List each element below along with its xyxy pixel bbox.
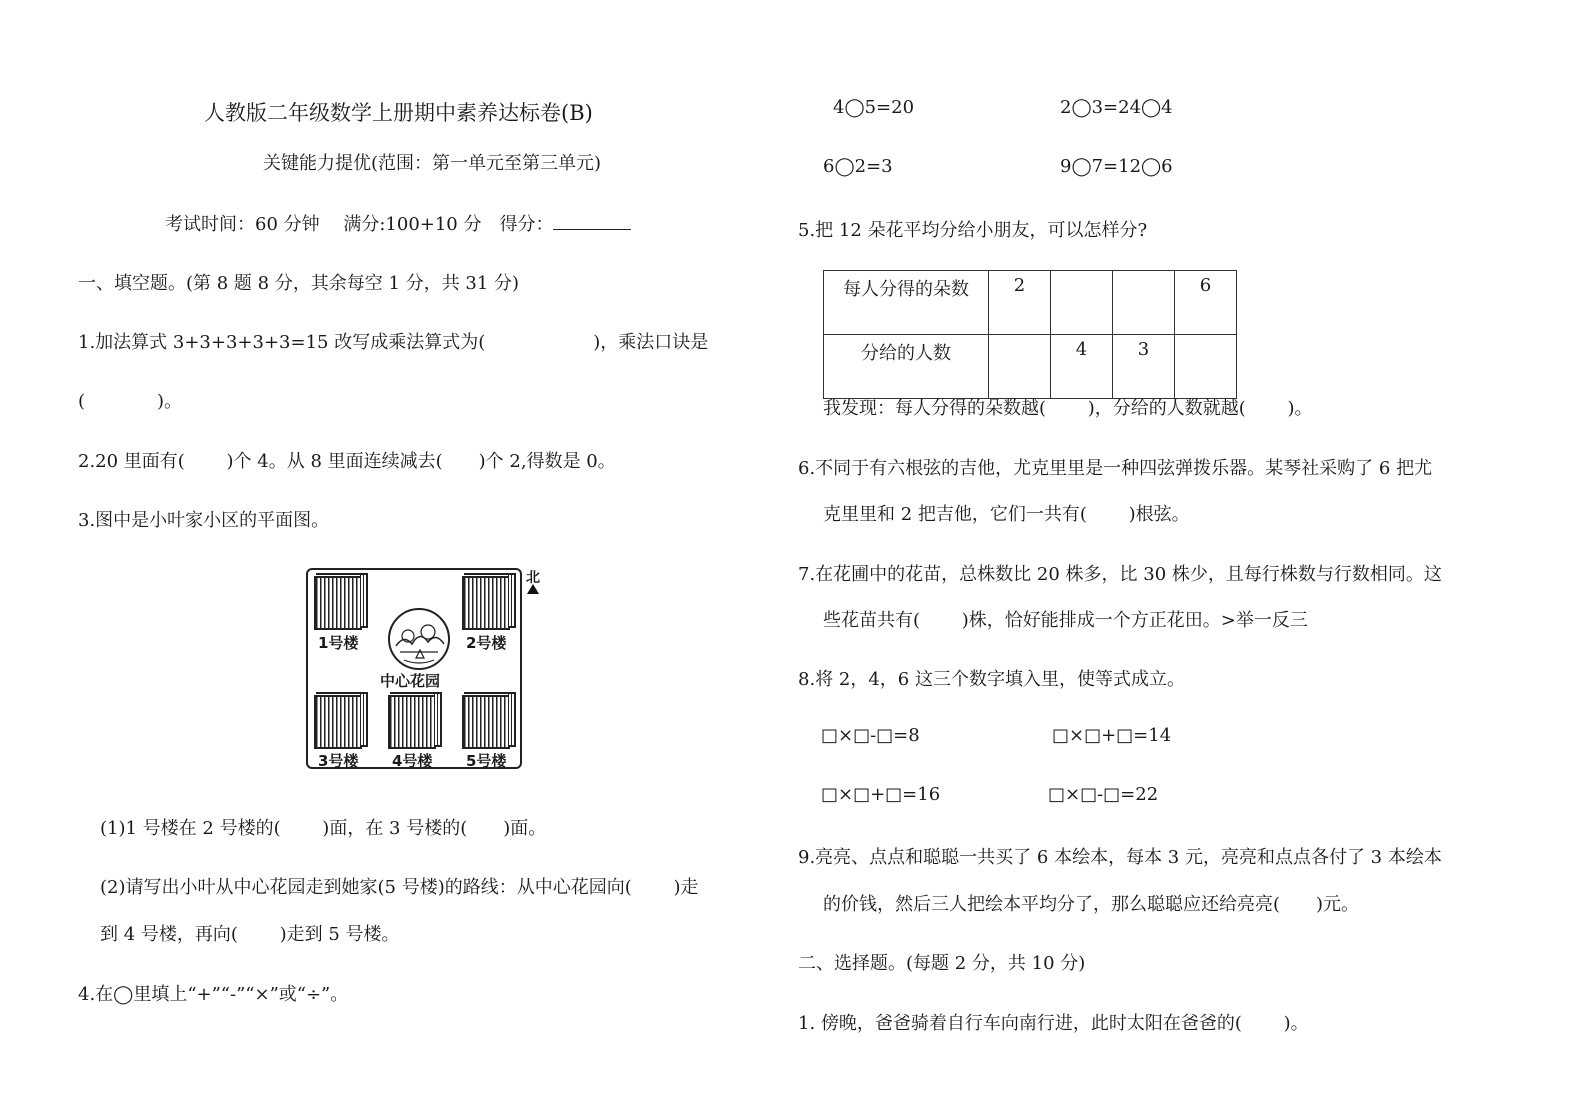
- table-cell[interactable]: [1051, 271, 1113, 335]
- garden-icon: [388, 608, 450, 670]
- building-3-icon: [314, 692, 368, 749]
- table-cell: 4: [1051, 335, 1113, 399]
- table-cell: 2: [989, 271, 1051, 335]
- building-2-icon: [462, 573, 516, 630]
- q6-line2: 克里里和 2 把吉他，它们一共有( )根弦。: [823, 504, 1190, 525]
- north-arrow-icon: [527, 584, 539, 594]
- q7-line1: 7.在花圃中的花苗，总株数比 20 株多，比 30 株少，且每行株数与行数相同。这: [798, 564, 1442, 585]
- q9-line2: 的价钱，然后三人把绘本平均分了，那么聪聪应还给亮亮( )元。: [823, 894, 1360, 915]
- exam-info-text: 考试时间：60 分钟 满分:100+10 分 得分：: [165, 214, 554, 235]
- q5-finding: 我发现：每人分得的朵数越( )，分给的人数就越( )。: [823, 398, 1313, 419]
- q8-item-1: □×□-□=8: [821, 725, 920, 746]
- table-row: [824, 271, 1237, 335]
- north-label: 北: [526, 570, 540, 586]
- q4-item-2: 2◯3=24◯4: [1060, 97, 1173, 118]
- table-row: [824, 335, 1237, 399]
- building-3-label: 3号楼: [318, 752, 359, 770]
- q7-line2: 些花苗共有( )株，恰好能排成一个方正花田。>举一反三: [823, 610, 1308, 631]
- q3-2-line2: 到 4 号楼，再向( )走到 5 号楼。: [100, 924, 400, 945]
- q9-line1: 9.亮亮、点点和聪聪一共买了 6 本绘本，每本 3 元，亮亮和点点各付了 3 本绘本: [798, 847, 1442, 868]
- q5: 5.把 12 朵花平均分给小朋友，可以怎样分?: [798, 220, 1148, 241]
- building-1-label: 1号楼: [318, 634, 359, 652]
- q3: 3.图中是小叶家小区的平面图。: [78, 510, 330, 531]
- building-4-icon: [388, 692, 442, 749]
- q8-item-3: □×□+□=16: [821, 784, 941, 805]
- page-title: 人教版二年级数学上册期中素养达标卷(B): [204, 101, 593, 125]
- table-cell[interactable]: [1175, 335, 1237, 399]
- exam-info: [165, 210, 631, 236]
- table-cell: 3: [1113, 335, 1175, 399]
- building-5-icon: [462, 692, 516, 749]
- garden-label: 中心花园: [380, 672, 441, 690]
- q6-line1: 6.不同于有六根弦的吉他，尤克里里是一种四弦弹拨乐器。某琴社采购了 6 把尤: [798, 458, 1433, 479]
- table-head-people: 分给的人数: [824, 335, 989, 399]
- section-1-heading: 一、填空题。(第 8 题 8 分，其余每空 1 分，共 31 分): [78, 273, 520, 294]
- q4-item-1: 4◯5=20: [833, 97, 915, 118]
- building-2-label: 2号楼: [466, 634, 507, 652]
- page-subtitle: 关键能力提优(范围：第一单元至第三单元): [263, 153, 602, 174]
- table-cell[interactable]: [1113, 271, 1175, 335]
- building-4-label: 4号楼: [392, 752, 433, 770]
- score-blank: [553, 211, 631, 230]
- q4-item-4: 9◯7=12◯6: [1060, 156, 1173, 177]
- q4-item-3: 6◯2=3: [823, 156, 893, 177]
- q8-item-4: □×□-□=22: [1048, 784, 1159, 805]
- table-cell: 6: [1175, 271, 1237, 335]
- q4: 4.在◯里填上“+”“-”“×”或“÷”。: [78, 984, 349, 1005]
- community-map: [306, 568, 522, 769]
- flower-share-table: [823, 270, 1237, 399]
- building-5-label: 5号楼: [466, 752, 507, 770]
- q2: 2.20 里面有( )个 4。从 8 里面连续减去( )个 2,得数是 0。: [78, 451, 616, 472]
- q8: 8.将 2，4，6 这三个数字填入里，使等式成立。: [798, 669, 1185, 690]
- q8-item-2: □×□+□=14: [1052, 725, 1172, 746]
- q3-1: (1)1 号楼在 2 号楼的( )面，在 3 号楼的( )面。: [100, 818, 547, 839]
- building-1-icon: [314, 573, 368, 630]
- q1-line2: ( )。: [78, 391, 183, 412]
- q3-2-line1: (2)请写出小叶从中心花园走到她家(5 号楼)的路线：从中心花园向( )走: [100, 877, 699, 898]
- s2-q1: 1. 傍晚，爸爸骑着自行车向南行进，此时太阳在爸爸的( )。: [798, 1013, 1309, 1034]
- section-2-heading: 二、选择题。(每题 2 分，共 10 分): [798, 953, 1086, 974]
- q1-line1: 1.加法算式 3+3+3+3+3=15 改写成乘法算式为( )，乘法口诀是: [78, 332, 709, 353]
- table-cell[interactable]: [989, 335, 1051, 399]
- table-head-per-person: 每人分得的朵数: [824, 271, 989, 335]
